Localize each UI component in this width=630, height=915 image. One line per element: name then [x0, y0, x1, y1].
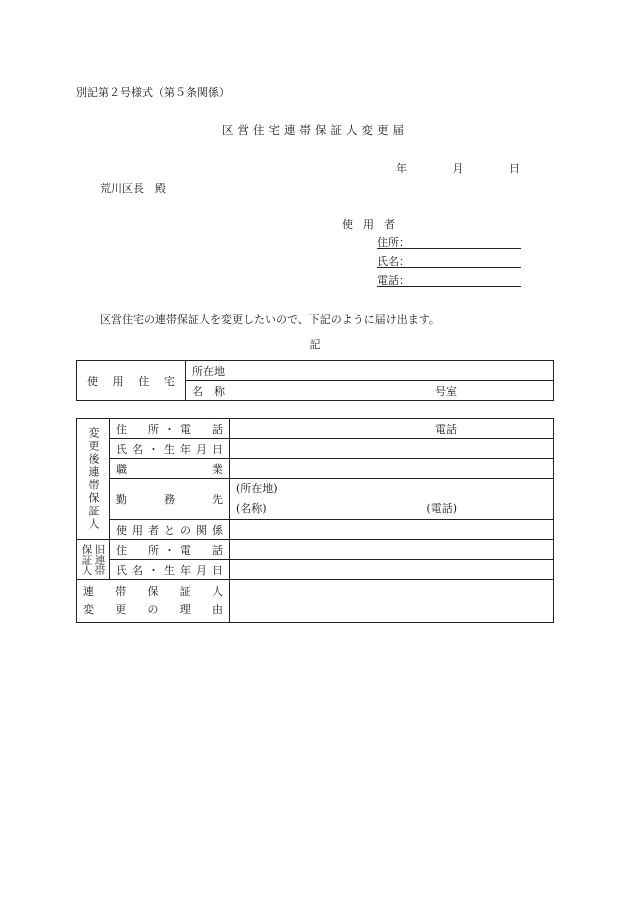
housing-location-cell[interactable]: [186, 361, 554, 381]
guarantor-table: [76, 418, 554, 623]
user-address-field[interactable]: [377, 234, 521, 249]
workplace-cell[interactable]: [230, 479, 554, 520]
body-text: 区営住宅の連帯保証人を変更したいので、下記のように届け出ます。: [100, 313, 440, 326]
year-label: 年: [396, 162, 407, 175]
location-label: 所在地: [192, 364, 225, 378]
old-guarantor-header: [77, 540, 110, 580]
user-heading: 使用者: [342, 218, 405, 231]
relation-label: 使用者との関係: [110, 520, 230, 540]
workplace-location: (所在地): [236, 482, 278, 495]
old-header-a: 旧連帯: [93, 543, 106, 576]
phone-label: 電話：: [377, 274, 410, 287]
address-label: 住所：: [377, 236, 410, 249]
housing-name-label: 名 称: [192, 384, 225, 398]
reason-cell[interactable]: [230, 580, 554, 623]
occupation-cell[interactable]: [230, 459, 554, 479]
new-address-phone-cell[interactable]: [230, 419, 554, 439]
room-suffix: 号室: [435, 384, 457, 398]
phone-note: 電話: [435, 422, 457, 436]
address-phone-label: 住 所・電 話: [110, 419, 230, 439]
document-title: 区営住宅連帯保証人変更届: [222, 123, 408, 137]
workplace-phone: (電話): [426, 502, 457, 515]
user-name-field[interactable]: [377, 253, 521, 268]
date-line: [374, 160, 520, 176]
old-address-phone-label: 住 所・電 話: [110, 540, 230, 560]
workplace-name: (名称): [236, 502, 267, 515]
new-name-dob-cell[interactable]: [230, 439, 554, 459]
housing-name-cell[interactable]: [186, 381, 554, 401]
ki-heading: 記: [309, 338, 321, 351]
name-label: 氏名：: [377, 255, 410, 268]
month-label: 月: [452, 162, 464, 175]
housing-table: [76, 360, 554, 401]
reason-label: [77, 580, 230, 623]
occupation-label: 職 業: [110, 459, 230, 479]
old-name-dob-label: 氏名・生年月日: [110, 560, 230, 580]
form-number-label: 別記第２号様式（第５条関係）: [76, 86, 230, 99]
old-name-dob-cell[interactable]: [230, 560, 554, 580]
name-dob-label: 氏名・生年月日: [110, 439, 230, 459]
old-address-phone-cell[interactable]: [230, 540, 554, 560]
workplace-label: 勤 務 先: [110, 479, 230, 520]
housing-row-header: 使 用 住 宅: [77, 361, 186, 401]
user-phone-field[interactable]: [377, 272, 521, 287]
relation-cell[interactable]: [230, 520, 554, 540]
reason-label-line2: 変 更 の 理 由: [83, 603, 223, 616]
reason-label-line1: 連 帯 保 証 人: [83, 585, 223, 598]
addressee: 荒川区長 殿: [100, 182, 166, 195]
new-guarantor-header: 変更後連帯保証人: [77, 419, 110, 540]
old-header-b: 保証人: [80, 543, 93, 576]
day-label: 日: [509, 162, 520, 175]
